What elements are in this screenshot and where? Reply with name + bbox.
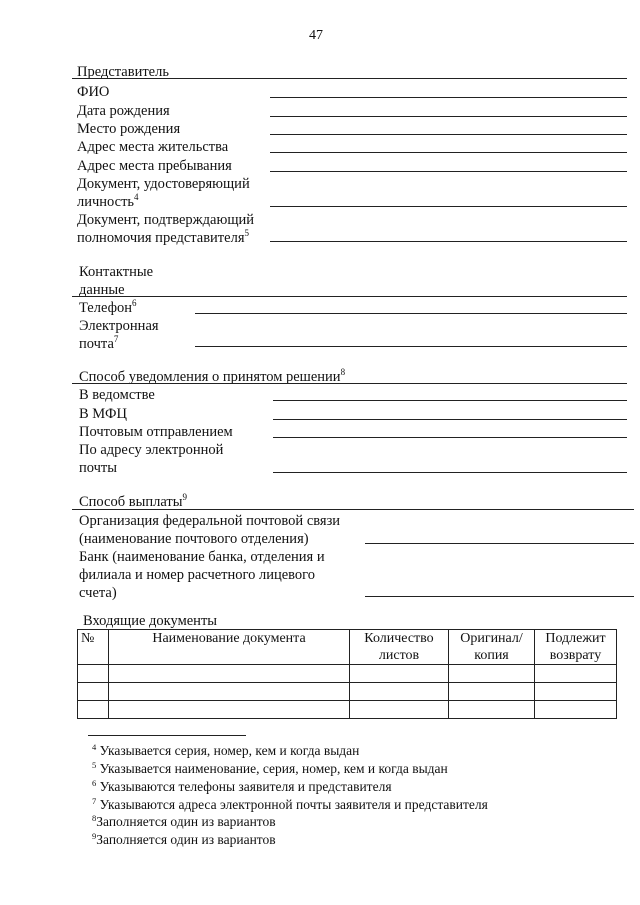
- documents-header: Входящие документы: [83, 613, 218, 629]
- notify-mfc-field[interactable]: [273, 419, 627, 420]
- table-cell[interactable]: [109, 683, 350, 701]
- table-header-row: [78, 630, 617, 665]
- footnote-separator: [88, 735, 246, 736]
- payment-bank-field[interactable]: [365, 596, 634, 597]
- identity-doc-label-line1: Документ, удостоверяющий: [77, 176, 250, 192]
- phone-label: Телефон$^6$: [79, 298, 137, 316]
- notify-email-field[interactable]: [273, 472, 627, 473]
- contacts-header-line2: данные: [79, 282, 125, 298]
- payment-post-line1: Организация федеральной почтовой связи: [79, 513, 341, 529]
- section-divider: [72, 383, 627, 384]
- identity-doc-label-line2: личность$^4$: [77, 192, 139, 210]
- table-cell[interactable]: [78, 701, 109, 719]
- notify-option-post: Почтовым отправлением: [79, 424, 233, 440]
- footnote-5: $^5$ Указывается наименование, серия, номер, кем и когда выдан: [92, 760, 448, 776]
- footnote-ref: 9: [182, 492, 187, 502]
- table-cell[interactable]: [109, 701, 350, 719]
- section-divider: [72, 78, 627, 79]
- authority-doc-label-line1: Документ, подтверждающий: [77, 212, 255, 228]
- stay-address-label: Адрес места пребывания: [77, 158, 232, 174]
- email-field[interactable]: [195, 346, 627, 347]
- payment-bank-line1: Банк (наименование банка, отделения и: [79, 549, 325, 565]
- col-return: Подлежит возврату: [535, 630, 617, 665]
- footnote-ref: 6: [132, 298, 137, 308]
- footnote-ref: 4: [134, 192, 139, 202]
- footnote-6: $^6$ Указываются телефоны заявителя и представителя: [92, 778, 392, 794]
- page-number: 47: [309, 28, 323, 43]
- footnote-4: $^4$ Указывается серия, номер, кем и когда выдан: [92, 742, 360, 758]
- email-label-line1: Электронная: [79, 318, 159, 334]
- table-row: [78, 701, 617, 719]
- footnote-ref: 7: [113, 334, 119, 344]
- notification-header: Способ уведомления о принятом решении$^8$: [79, 367, 346, 385]
- notify-option-email-line1: По адресу электронной: [79, 442, 224, 458]
- table-cell[interactable]: [350, 665, 449, 683]
- payment-bank-line2: филиала и номер расчетного лицевого: [79, 567, 316, 583]
- table-cell[interactable]: [449, 701, 535, 719]
- notify-option-mfc: В МФЦ: [79, 406, 127, 422]
- payment-post-field[interactable]: [365, 543, 634, 544]
- representative-header: Представитель: [77, 64, 169, 80]
- notify-option-email-line2: почты: [79, 460, 118, 476]
- col-original-copy: Оригинал/ копия: [449, 630, 535, 665]
- birth-date-field[interactable]: [270, 116, 627, 117]
- authority-doc-label-line2: полномочия представителя$^5$: [77, 228, 249, 246]
- col-sheet-count: Количество листов: [350, 630, 449, 665]
- table-cell[interactable]: [78, 665, 109, 683]
- phone-field[interactable]: [195, 313, 627, 314]
- footnote-9: $^9$Заполняется один из вариантов: [92, 831, 276, 847]
- fio-field[interactable]: [270, 97, 627, 98]
- notify-option-office: В ведомстве: [79, 387, 155, 403]
- footnote-ref: 5: [244, 228, 249, 238]
- payment-header: Способ выплаты$^9$: [79, 492, 187, 510]
- col-number: №: [78, 630, 109, 665]
- fio-label: ФИО: [77, 84, 110, 100]
- birth-date-label: Дата рождения: [77, 103, 170, 119]
- section-divider: [72, 296, 627, 297]
- birth-place-label: Место рождения: [77, 121, 181, 137]
- notify-post-field[interactable]: [273, 437, 627, 438]
- table-row: [78, 665, 617, 683]
- table-cell[interactable]: [109, 665, 350, 683]
- authority-doc-field[interactable]: [270, 241, 627, 242]
- stay-address-field[interactable]: [270, 171, 627, 172]
- col-doc-name: Наименование документа: [109, 630, 350, 665]
- table-cell[interactable]: [350, 683, 449, 701]
- notify-office-field[interactable]: [273, 400, 627, 401]
- contacts-header-line1: Контактные: [79, 264, 154, 280]
- table-cell[interactable]: [449, 683, 535, 701]
- footnote-8: $^8$Заполняется один из вариантов: [92, 813, 276, 829]
- section-divider: [72, 509, 634, 510]
- email-label-line2: почта$^7$: [79, 334, 119, 352]
- table-row: [78, 683, 617, 701]
- footnote-ref: 8: [340, 367, 346, 377]
- table-cell[interactable]: [535, 683, 617, 701]
- payment-bank-line3: счета): [79, 585, 117, 601]
- birth-place-field[interactable]: [270, 134, 627, 135]
- footnote-7: $^7$ Указываются адреса электронной почты заявителя и представителя: [92, 796, 488, 812]
- table-cell[interactable]: [535, 701, 617, 719]
- table-cell[interactable]: [535, 665, 617, 683]
- identity-doc-field[interactable]: [270, 206, 627, 207]
- documents-table: [77, 629, 617, 719]
- residence-field[interactable]: [270, 152, 627, 153]
- payment-post-line2: (наименование почтового отделения): [79, 531, 309, 547]
- table-cell[interactable]: [78, 683, 109, 701]
- residence-label: Адрес места жительства: [77, 139, 229, 155]
- table-cell[interactable]: [350, 701, 449, 719]
- table-cell[interactable]: [449, 665, 535, 683]
